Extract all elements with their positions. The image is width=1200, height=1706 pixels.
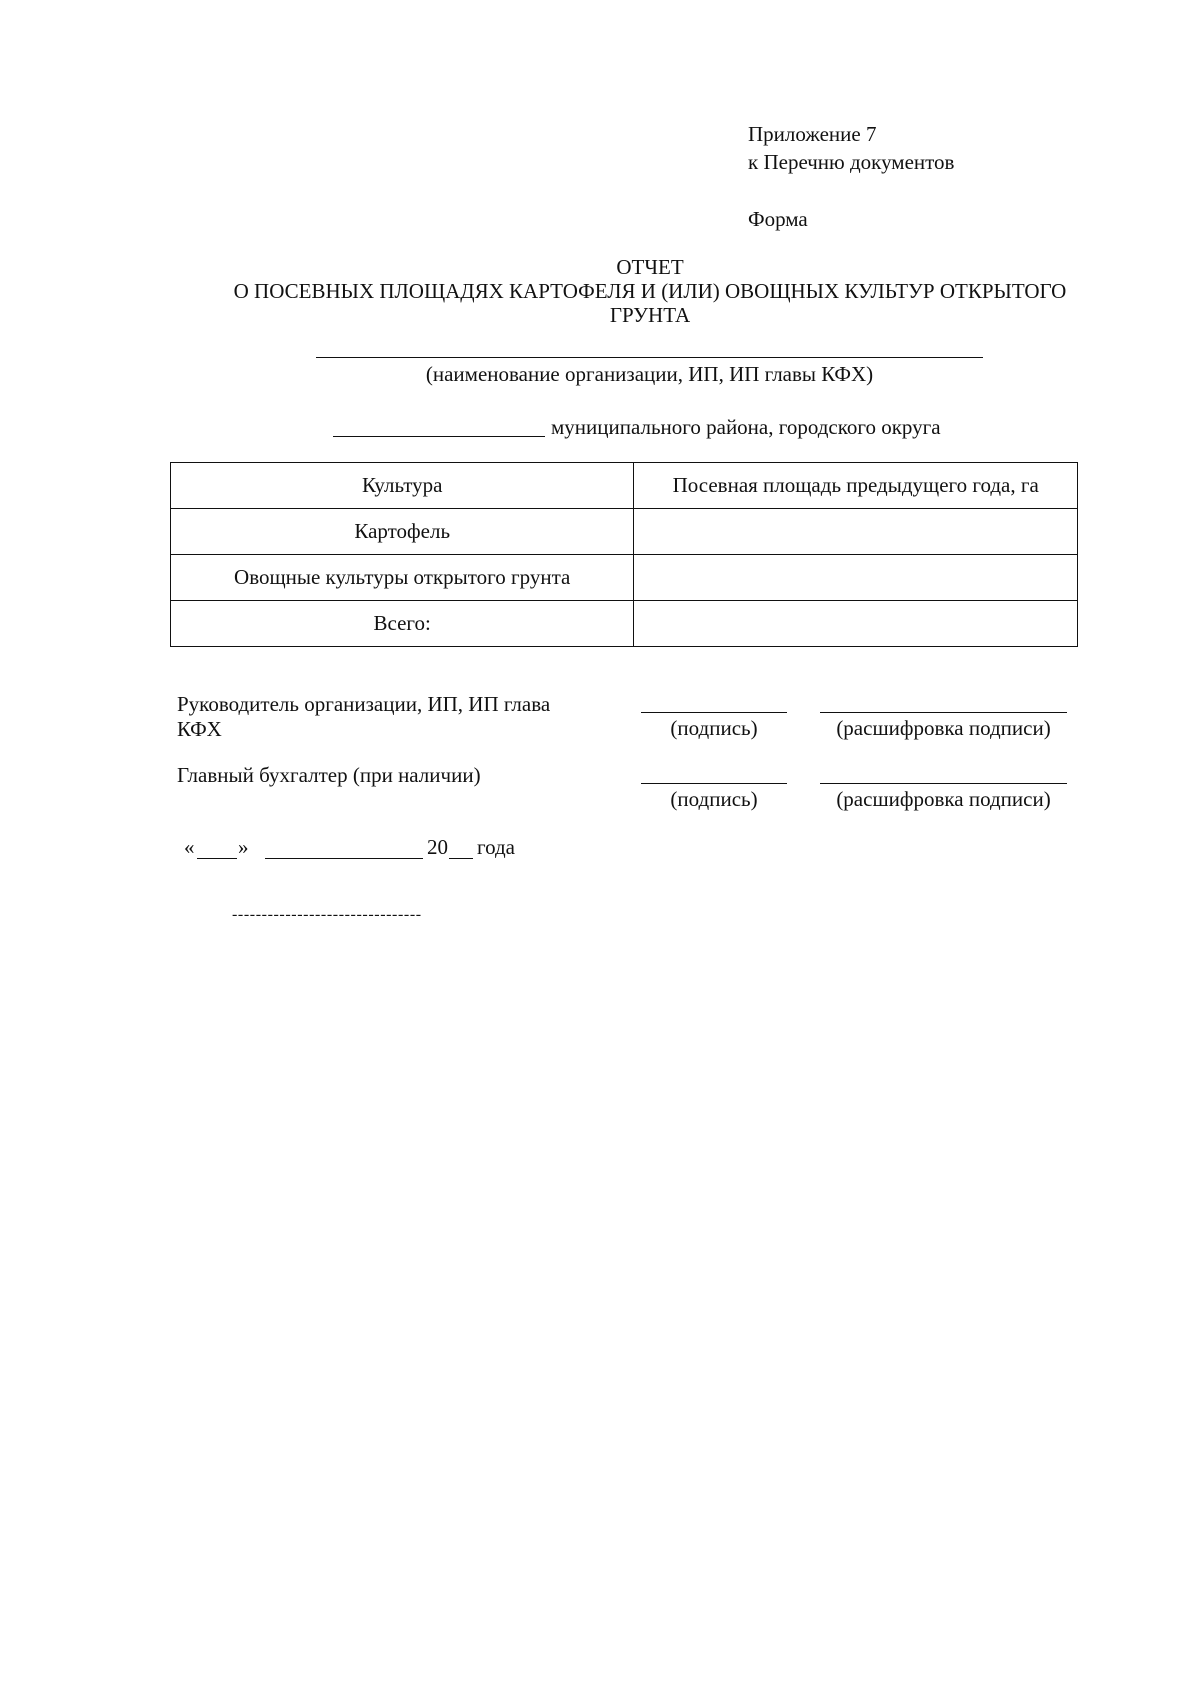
- end-of-form-dashes: --------------------------------: [232, 906, 422, 923]
- date-close-quote: »: [238, 835, 249, 859]
- form-label: Форма: [748, 207, 808, 231]
- head-title-line-1: Руководитель организации, ИП, ИП глава: [177, 692, 551, 716]
- crop-cell: Всего:: [171, 601, 634, 647]
- report-title-line-3: ГРУНТА: [609, 303, 691, 327]
- org-name-blank: [316, 357, 983, 358]
- appendix-block: [748, 120, 954, 176]
- report-title-line-2: О ПОСЕВНЫХ ПЛОЩАДЯХ КАРТОФЕЛЯ И (ИЛИ) ОВОЩНЫХ КУЛЬТУР ОТКРЫТОГО: [233, 279, 1067, 303]
- accountant-decoding-caption: (расшифровка подписи): [836, 787, 1051, 811]
- report-title: [150, 255, 1150, 327]
- head-decoding-blank: [820, 712, 1067, 713]
- crop-cell: Картофель: [171, 509, 634, 555]
- district-blank: [333, 436, 545, 437]
- area-cell: [634, 509, 1078, 555]
- column-header-crop: Культура: [171, 463, 634, 509]
- date-year-suffix: года: [477, 835, 515, 859]
- table-row: [171, 601, 1078, 647]
- date-year-prefix: 20: [427, 835, 448, 859]
- date-day-blank: [197, 858, 237, 859]
- date-open-quote: «: [184, 835, 195, 859]
- area-cell: [634, 601, 1078, 647]
- area-cell: [634, 555, 1078, 601]
- head-signature-blank: [641, 712, 787, 713]
- accountant-decoding-blank: [820, 783, 1067, 784]
- head-title-line-2: КФХ: [177, 717, 222, 741]
- head-decoding-caption: (расшифровка подписи): [836, 716, 1051, 740]
- district-label: муниципального района, городского округа: [551, 415, 941, 439]
- accountant-signature-blank: [641, 783, 787, 784]
- appendix-reference: к Перечню документов: [748, 150, 955, 174]
- table-header-row: [171, 463, 1078, 509]
- crop-cell: Овощные культуры открытого грунта: [171, 555, 634, 601]
- crop-area-table: [170, 462, 1078, 647]
- table-row: [171, 555, 1078, 601]
- date-year-blank: [449, 858, 473, 859]
- column-header-area: Посевная площадь предыдущего года, га: [634, 463, 1078, 509]
- table-row: [171, 509, 1078, 555]
- report-title-line-1: ОТЧЕТ: [616, 255, 684, 279]
- org-name-caption: (наименование организации, ИП, ИП главы КФХ): [425, 362, 874, 386]
- date-month-blank: [265, 858, 423, 859]
- accountant-title: Главный бухгалтер (при наличии): [177, 763, 481, 787]
- head-signature-caption: (подпись): [670, 716, 758, 740]
- accountant-signature-caption: (подпись): [670, 787, 758, 811]
- appendix-number: Приложение 7: [748, 122, 877, 146]
